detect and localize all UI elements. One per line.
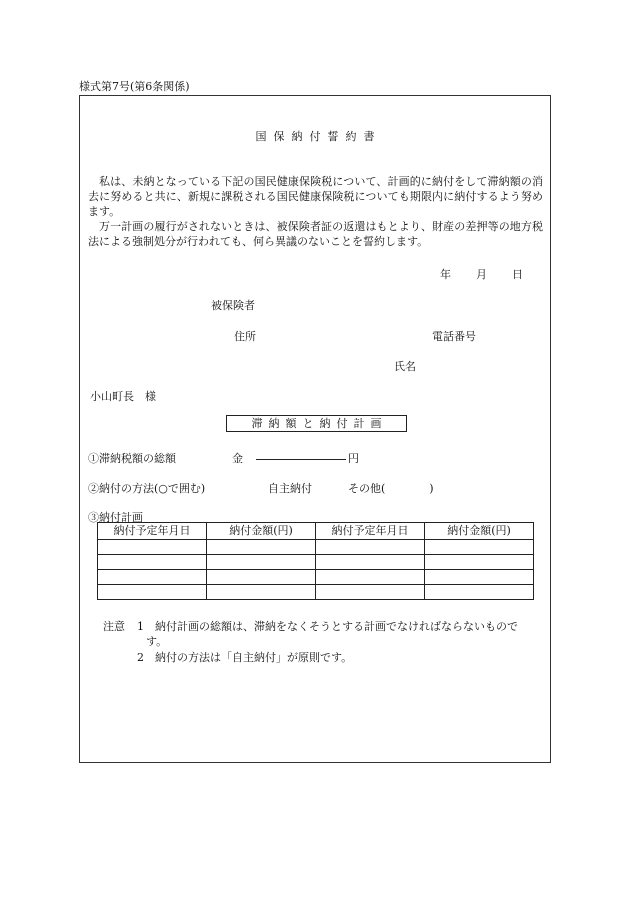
date-day-label: 日 [512, 268, 523, 281]
table-cell[interactable] [425, 540, 534, 555]
amount-underline [256, 459, 346, 460]
pledge-paragraph-2: 万一計画の履行がされないときは、被保険者証の返還はもとより、財産の差押等の地方税法による強制処分が行われても、何ら異議のないことを誓約します。 [88, 220, 543, 248]
table-cell[interactable] [425, 585, 534, 600]
date-year-label: 年 [440, 268, 451, 281]
table-header-cell: 納付予定年月日 [316, 523, 425, 540]
table-cell[interactable] [316, 585, 425, 600]
item1-prefix: 金 [232, 452, 243, 465]
table-row [98, 555, 534, 570]
document-title: 国保納付誓約書 [255, 130, 382, 143]
pledge-paragraph-1: 私は、未納となっている下記の国民健康保険税について、計画的に納付をして滞納額の消去に努めると共に、新規に課税される国民健康保険税についても期限内に納付するよう努めます。 [88, 175, 543, 218]
table-cell[interactable] [316, 555, 425, 570]
item1-label: ①滞納税額の総額 [88, 452, 176, 465]
phone-label: 電話番号 [432, 330, 476, 343]
table-cell[interactable] [207, 585, 316, 600]
notes-heading: 注意 [103, 620, 125, 633]
table-cell[interactable] [98, 555, 207, 570]
table-row [98, 585, 534, 600]
insured-label: 被保険者 [211, 299, 255, 312]
table-cell[interactable] [316, 570, 425, 585]
table-cell[interactable] [207, 540, 316, 555]
payment-option-other: その他( ) [348, 482, 434, 495]
note1-number: 1 [137, 620, 144, 633]
note2-number: 2 [137, 651, 144, 664]
table-cell[interactable] [425, 555, 534, 570]
table-cell[interactable] [207, 570, 316, 585]
table-cell[interactable] [98, 540, 207, 555]
address-label: 住所 [234, 330, 256, 343]
table-cell[interactable] [425, 570, 534, 585]
note2-text: 納付の方法は「自主納付」が原則です。 [155, 651, 353, 664]
name-label: 氏名 [394, 360, 416, 373]
table-header-row [98, 523, 534, 540]
note1-line1: 納付計画の総額は、滞納をなくそうとする計画でなければならないもので [155, 620, 518, 633]
payment-option-self: 自主納付 [268, 482, 312, 495]
item3-label: ③納付計画 [88, 511, 143, 524]
table-row [98, 570, 534, 585]
section-title: 滞納額と納付計画 [226, 415, 407, 432]
table-header-cell: 納付金額(円) [425, 523, 534, 540]
table-cell[interactable] [98, 570, 207, 585]
table-cell[interactable] [207, 555, 316, 570]
table-header-cell: 納付予定年月日 [98, 523, 207, 540]
note1-line2: す。 [146, 635, 168, 648]
item2-label: ②納付の方法(○で囲む) [88, 482, 206, 495]
item1-suffix: 円 [348, 452, 359, 465]
table-cell[interactable] [316, 540, 425, 555]
table-header-cell: 納付金額(円) [207, 523, 316, 540]
form-label: 様式第7号(第6条関係) [79, 80, 190, 93]
payment-plan-table [97, 522, 534, 600]
addressee: 小山町長 様 [90, 390, 156, 403]
table-cell[interactable] [98, 585, 207, 600]
table-row [98, 540, 534, 555]
date-month-label: 月 [476, 268, 487, 281]
